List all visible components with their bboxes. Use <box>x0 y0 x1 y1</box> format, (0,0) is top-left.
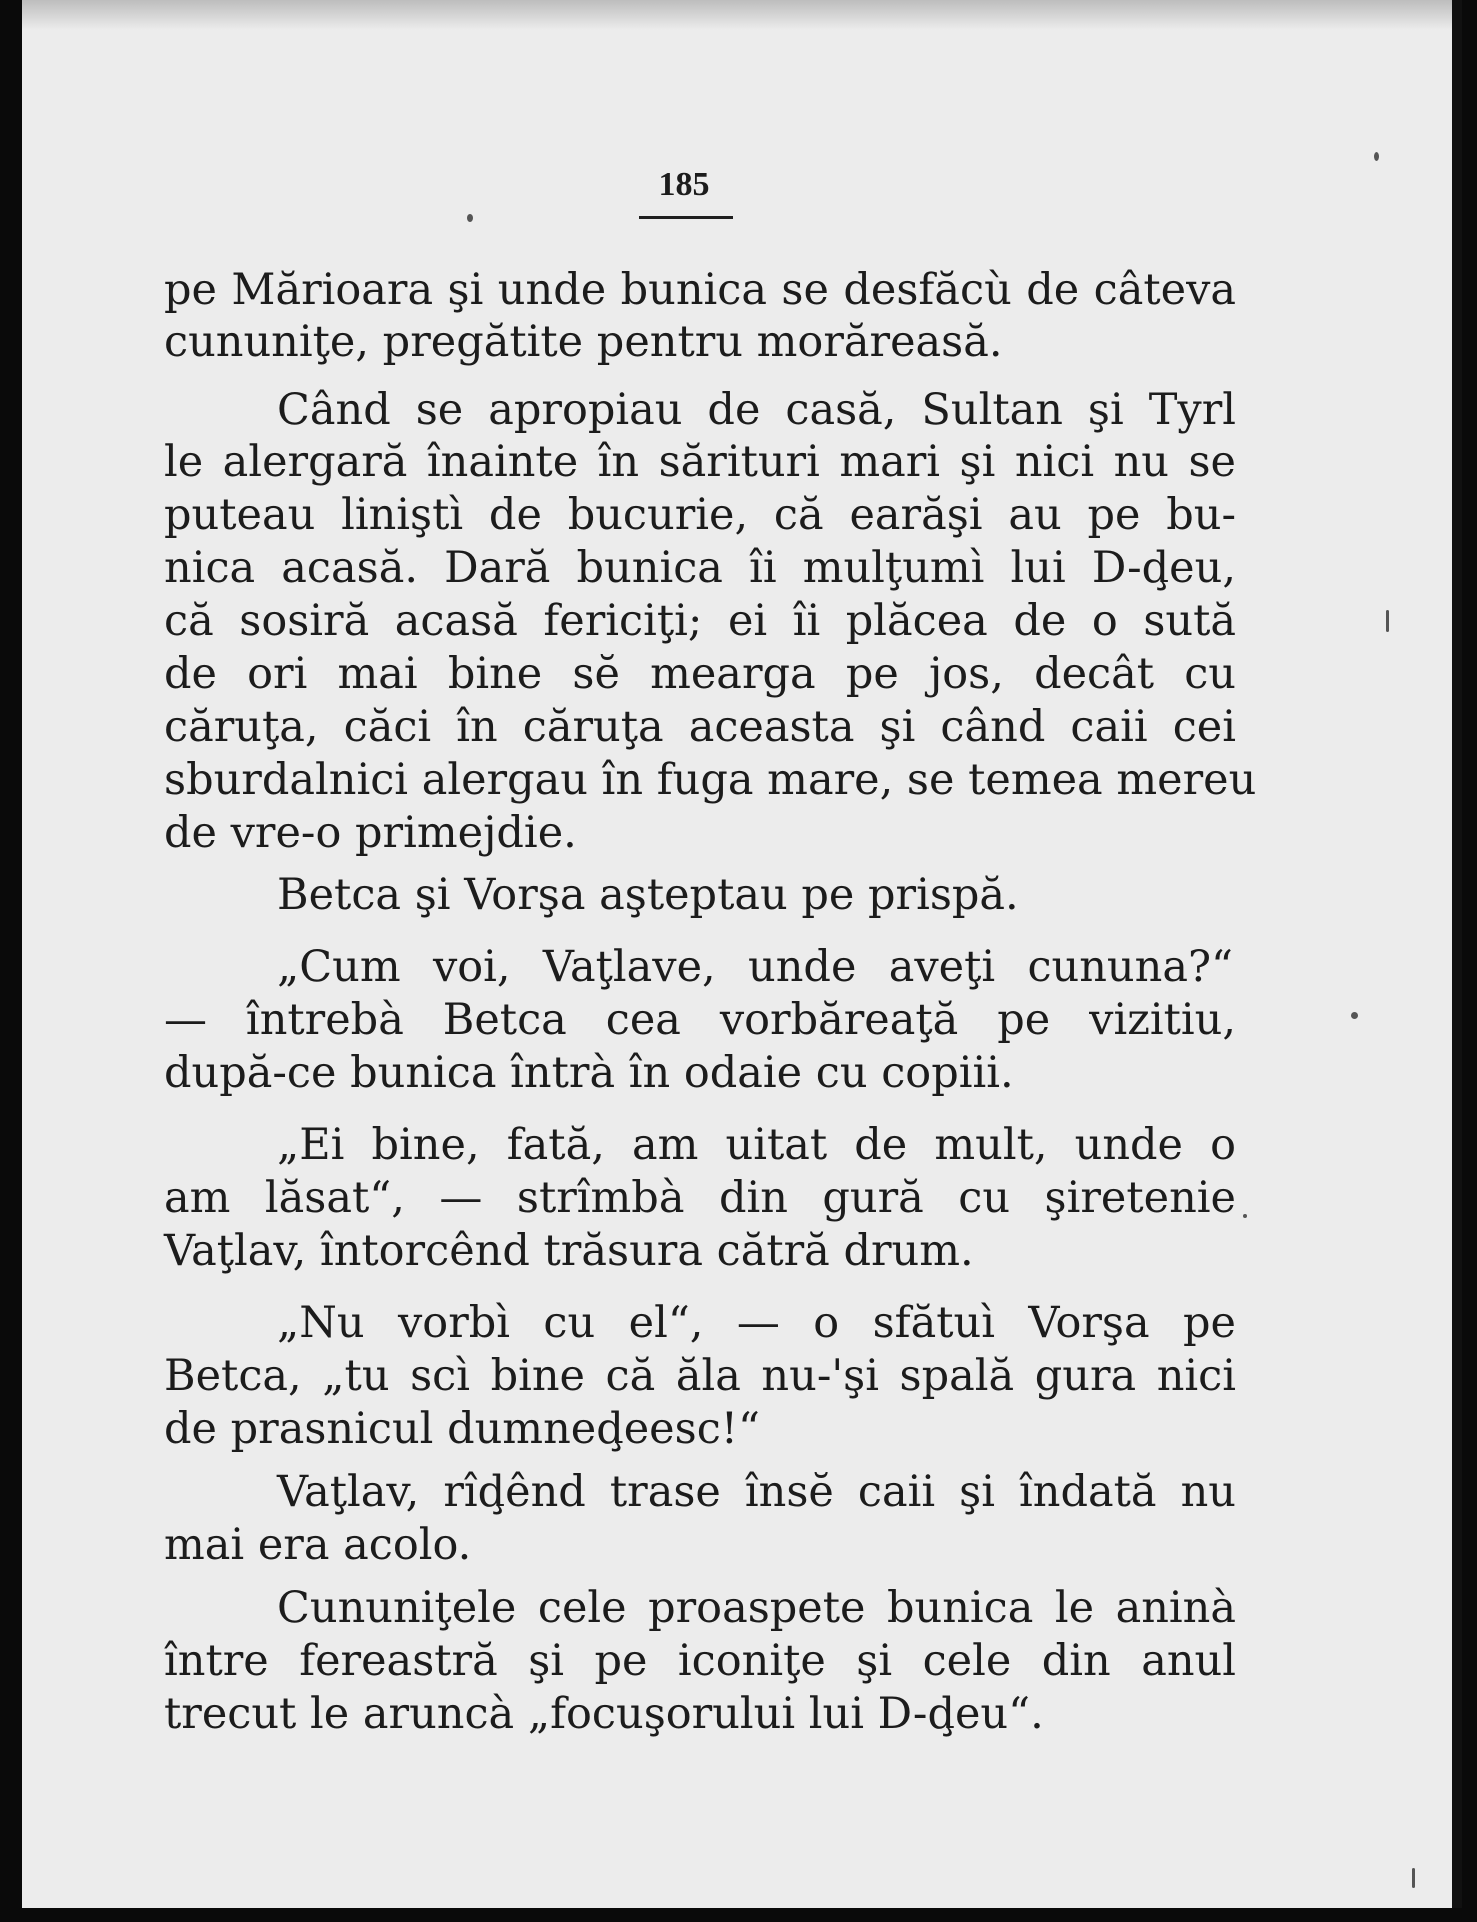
page-number: 185 <box>658 166 710 203</box>
text-line: sburdalnici alergau în fuga mare, se temea mereu <box>164 755 1257 805</box>
text-line: de ori mai bine sĕ mearga pe jos, decât cu <box>164 649 1236 699</box>
paper-speck <box>1243 1214 1247 1218</box>
text-line: pe Mărioara şi unde bunica se desfăcù de câteva <box>164 265 1236 315</box>
text-line: Betca, „tu scì bine că ăla nu-'şi spală gura nici <box>164 1351 1236 1401</box>
text-line: căruţa, căci în căruţa aceasta şi când caii cei <box>164 702 1236 752</box>
text-line: că sosiră acasă fericiţi; ei îi plăcea de o sută <box>164 596 1236 646</box>
text-line: Când se apropiau de casă, Sultan şi Tyrl <box>277 385 1236 435</box>
text-line: „Ei bine, fată, am uitat de mult, unde o <box>277 1120 1236 1170</box>
paper-speck <box>1412 1868 1415 1888</box>
text-line: am lăsat“, — strîmbà din gură cu şiretenie <box>164 1173 1236 1223</box>
text-line: trecut le aruncà „focuşorului lui D-ḑeu“. <box>164 1689 1044 1739</box>
text-line: Betca şi Vorşa aşteptau pe prispă. <box>277 870 1019 920</box>
paper-speck <box>467 214 473 222</box>
text-line: le alergară înainte în sărituri mari şi nici nu se <box>164 437 1236 487</box>
text-line: Cununiţele cele proaspete bunica le aninà <box>277 1583 1236 1633</box>
paper-speck <box>1374 152 1379 161</box>
page-top-shadow <box>22 0 1452 30</box>
text-line: după-ce bunica întrà în odaie cu copiii. <box>164 1048 1014 1098</box>
text-line: de prasnicul dumneḑeesc!“ <box>164 1404 761 1454</box>
text-line: de vre-o primejdie. <box>164 808 577 858</box>
page-number-rule <box>639 216 733 219</box>
text-line: mai era acolo. <box>164 1520 472 1570</box>
paper-speck <box>1386 610 1389 632</box>
book-page <box>22 0 1462 1908</box>
text-line: Vaţlav, rîḑênd trase însĕ caii şi îndată nu <box>277 1467 1236 1517</box>
text-line: între fereastră şi pe iconiţe şi cele din anul <box>164 1636 1236 1686</box>
text-line: „Cum voi, Vaţlave, unde aveţi cununa?“ <box>277 942 1233 992</box>
text-line: puteau liniştì de bucurie, că earăşi au pe bu- <box>164 490 1236 540</box>
text-line: cununiţe, pregătite pentru morăreasă. <box>164 317 1003 367</box>
text-line: „Nu vorbì cu el“, — o sfătuì Vorşa pe <box>277 1298 1236 1348</box>
text-line: — întrebà Betca cea vorbăreaţă pe vizitiu, <box>164 995 1236 1045</box>
paper-speck <box>1351 1012 1358 1019</box>
text-line: nica acasă. Dară bunica îi mulţumì lui D-ḑeu, <box>164 543 1236 593</box>
text-line: Vaţlav, întorcênd trăsura cătră drum. <box>164 1226 974 1276</box>
